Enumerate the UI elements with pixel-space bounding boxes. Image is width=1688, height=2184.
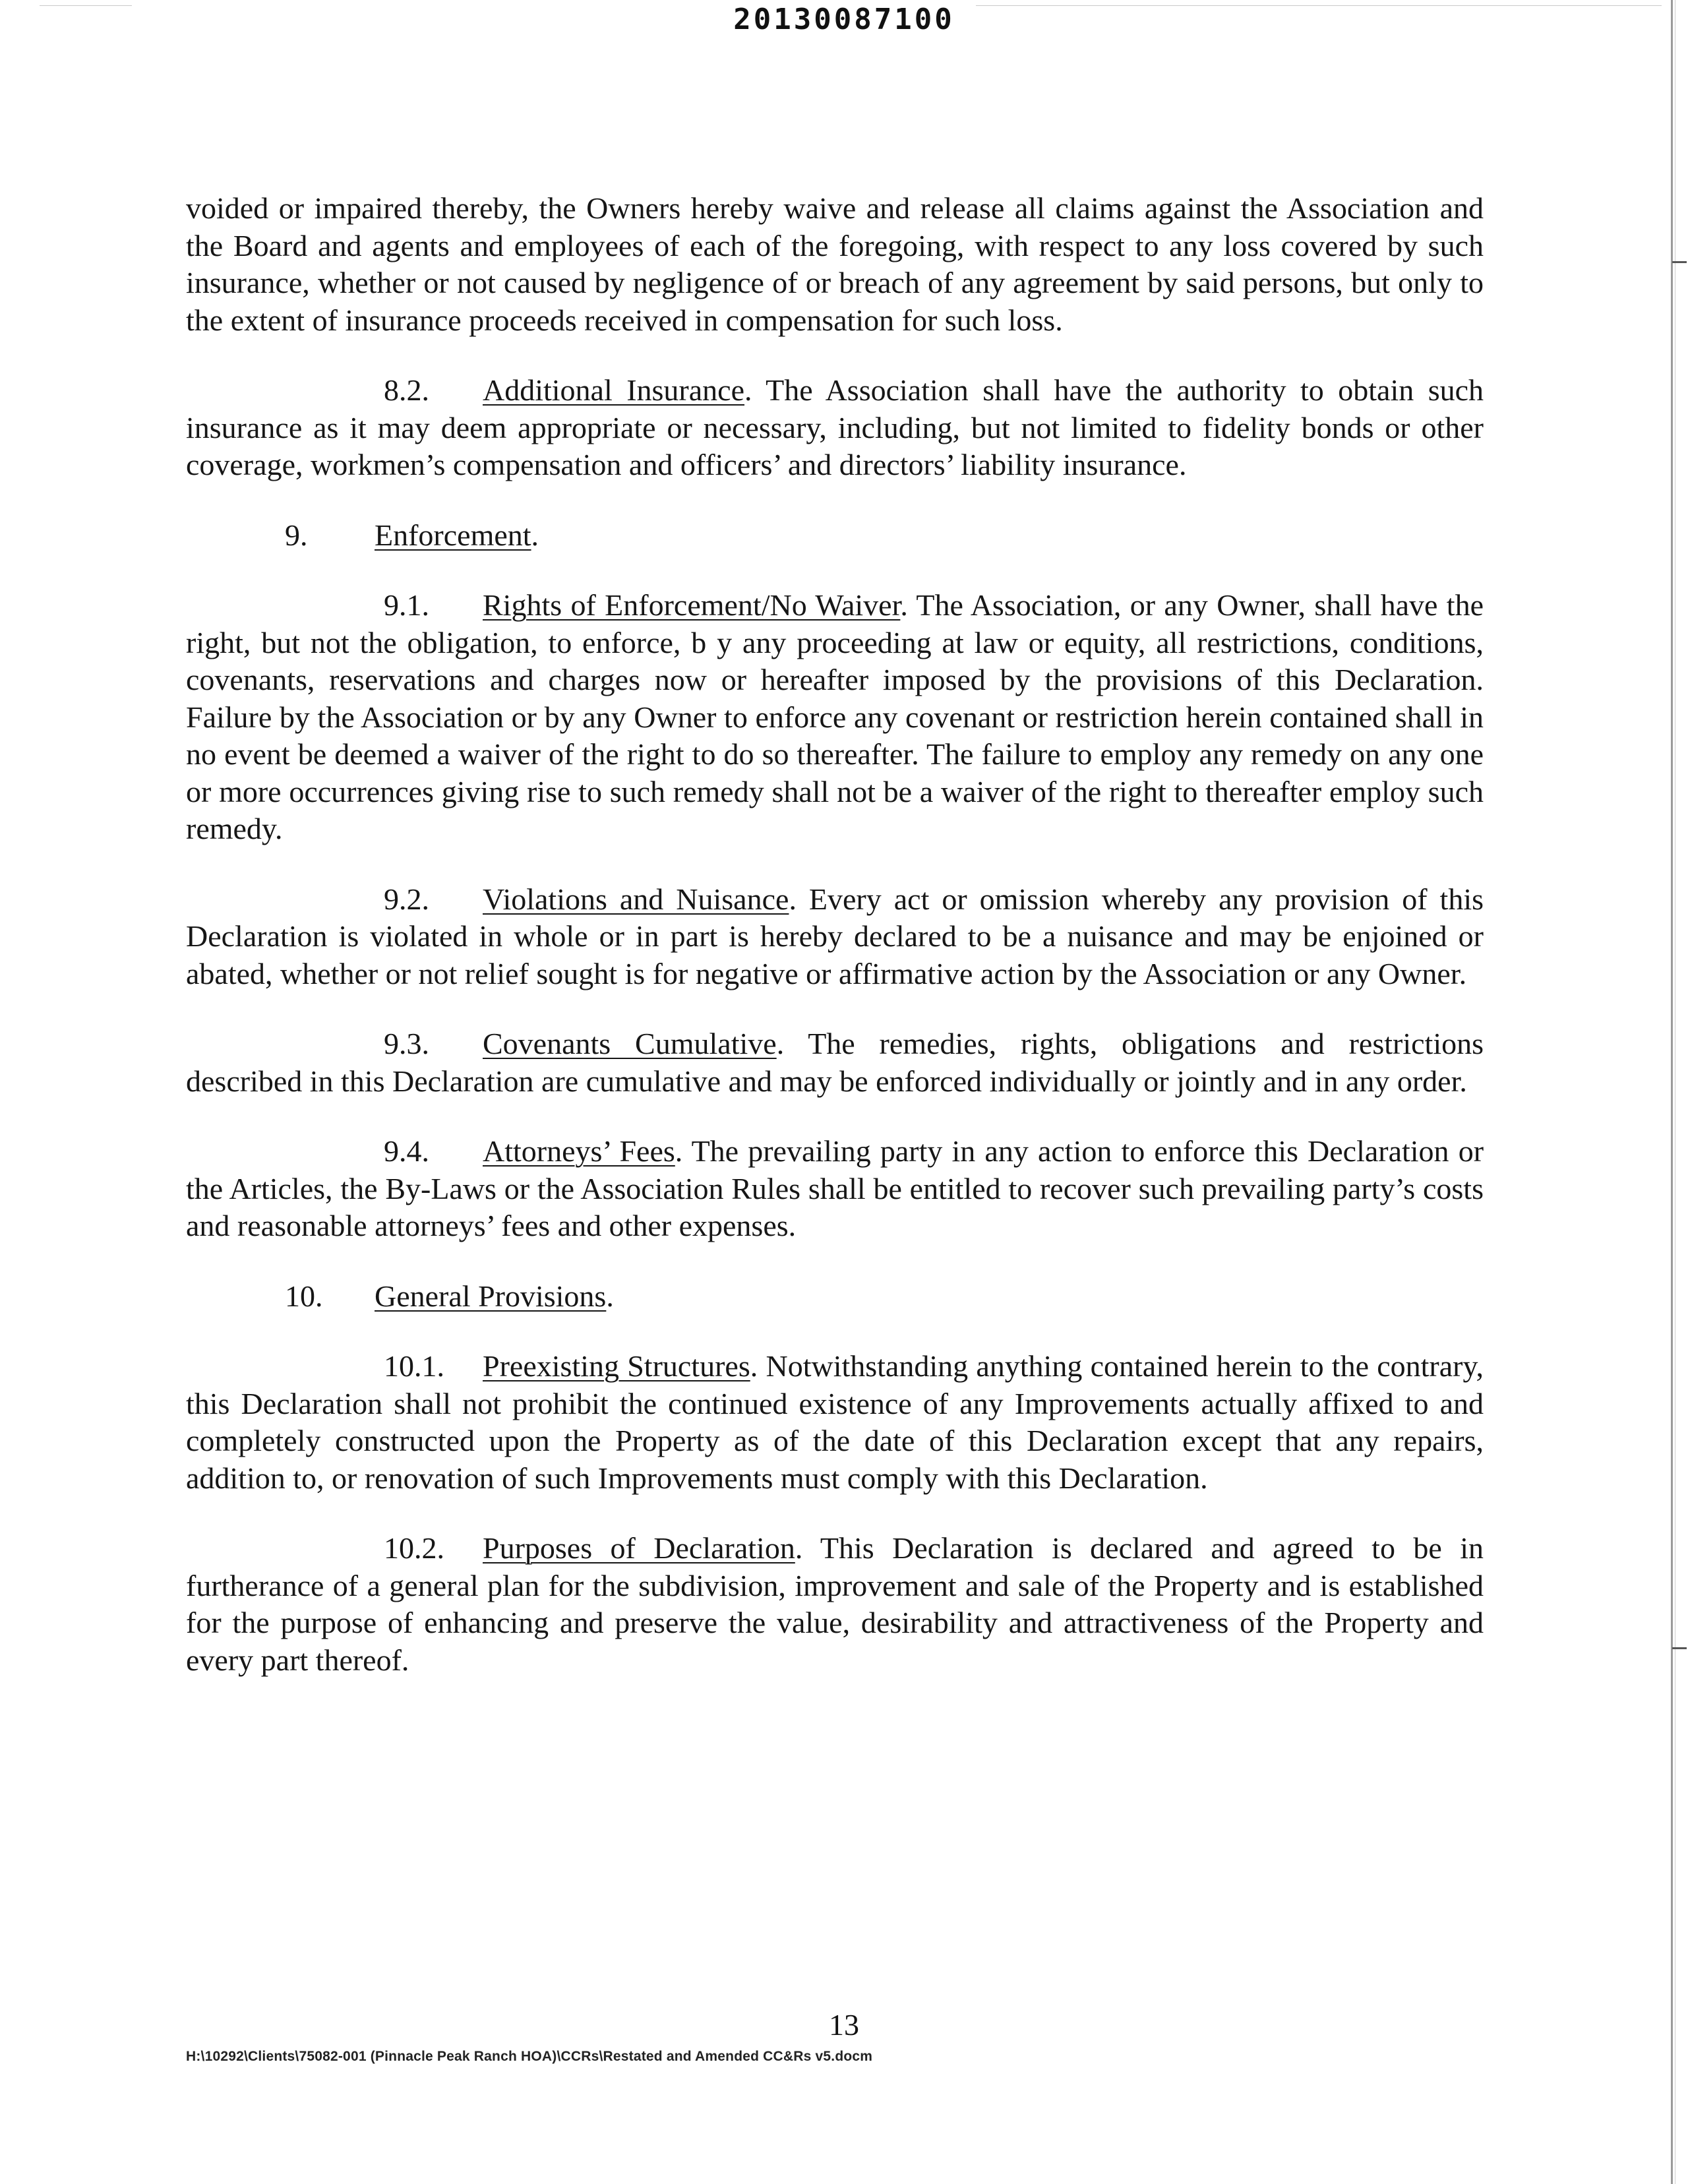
section-9-1: [186, 587, 1484, 848]
section-text: . This Declaration is declared and agreed to be in furtherance of a general plan for the subdivision, improvement and sale of the Property and is established for the purpose of enhancing and preserve the value, desirability and attractiveness of the Property and every part thereof.: [186, 1531, 1484, 1677]
section-title: Purposes of Declaration: [483, 1531, 795, 1565]
section-number: 10.: [285, 1279, 323, 1313]
section-text: . Every act or omission whereby any provision of this Declaration is violated in whole or in part is hereby declared to be a nuisance and may be enjoined or abated, whether or not relief sought is for negative or affirmative action by the Association or any Owner.: [186, 882, 1484, 990]
section-text: . The Association shall have the authority to obtain such insurance as it may deem appropriate or necessary, including, but not limited to fidelity bonds or other coverage, workmen’s compensation and officers’ and directors’ liability insurance.: [186, 373, 1484, 481]
section-title: Preexisting Structures: [483, 1349, 750, 1383]
section-9-heading: 9. Enforcement.: [285, 517, 1484, 555]
paragraph-continuation: [186, 190, 1484, 339]
section-10-heading: 10. General Provisions.: [285, 1278, 1484, 1316]
document-body: [186, 190, 1484, 1712]
section-8-2: [186, 372, 1484, 484]
section-number: 9.2.: [384, 882, 429, 916]
section-number: 9.: [285, 518, 308, 552]
section-9-4: [186, 1133, 1484, 1245]
section-number: 9.4.: [384, 1134, 429, 1168]
section-text: . The Association, or any Owner, shall have the right, but not the obligation, to enforce, b y any proceeding at law or equity, all restrictions, conditions, covenants, reservations and charges now or hereafter imposed by the provisions of this Declaration. Failure by the Association or by any Owner to enforce any covenant or restriction herein contained shall in no event be deemed a waiver of the right to do so thereafter. The failure to employ any remedy on any one or more occurrences giving rise to such remedy shall not be a waiver of the right to thereafter employ such remedy.: [186, 588, 1484, 845]
scan-edge-line: [1671, 0, 1673, 2184]
section-number: 10.1.: [384, 1349, 444, 1383]
section-title: General Provisions: [375, 1279, 607, 1313]
paragraph-text: voided or impaired thereby, the Owners hereby waive and release all claims against the Association and the Board and agents and employees of each of the foregoing, with respect to any loss covered by such insurance, whether or not caused by negligence of or breach of any agreement by said persons, but only to the extent of insurance proceeds received in compensation for such loss.: [186, 191, 1484, 337]
section-title: Enforcement: [375, 518, 531, 552]
section-title: Rights of Enforcement/No Waiver: [483, 588, 901, 622]
section-9-3: [186, 1025, 1484, 1100]
section-title: Additional Insurance: [483, 373, 745, 407]
footer-file-path: H:\10292\Clients\75082-001 (Pinnacle Peak Ranch HOA)\CCRs\Restated and Amended CC&Rs v5.docm: [186, 2049, 873, 2064]
section-9-2: [186, 881, 1484, 993]
section-number: 9.1.: [384, 588, 429, 622]
recording-number: 20130087100: [733, 3, 955, 36]
section-10-1: [186, 1348, 1484, 1497]
section-title: Violations and Nuisance: [483, 882, 789, 916]
scan-edge-tick: [1672, 1647, 1687, 1649]
section-title: Attorneys’ Fees: [483, 1134, 675, 1168]
section-text: . The remedies, rights, obligations and restrictions described in this Declaration are cumulative and may be enforced individually or jointly and in any order.: [186, 1027, 1484, 1098]
section-text: . Notwithstanding anything contained herein to the contrary, this Declaration shall not prohibit the continued existence of any Improvements actually affixed to and completely constructed upon the Property as of the date of this Declaration except that any repairs, addition to, or renovation of such Improvements must comply with this Declaration.: [186, 1349, 1484, 1495]
section-number: 8.2.: [384, 373, 429, 407]
section-title: Covenants Cumulative: [483, 1027, 777, 1060]
section-text: . The prevailing party in any action to enforce this Declaration or the Articles, the By-Laws or the Association Rules shall be entitled to recover such prevailing party’s costs and reasonable attorneys’ fees and other expenses.: [186, 1134, 1484, 1242]
page-number: 13: [829, 2008, 859, 2042]
section-number: 10.2.: [384, 1531, 444, 1565]
section-10-2: [186, 1530, 1484, 1679]
section-number: 9.3.: [384, 1027, 429, 1060]
scan-edge-tick: [1672, 261, 1687, 263]
